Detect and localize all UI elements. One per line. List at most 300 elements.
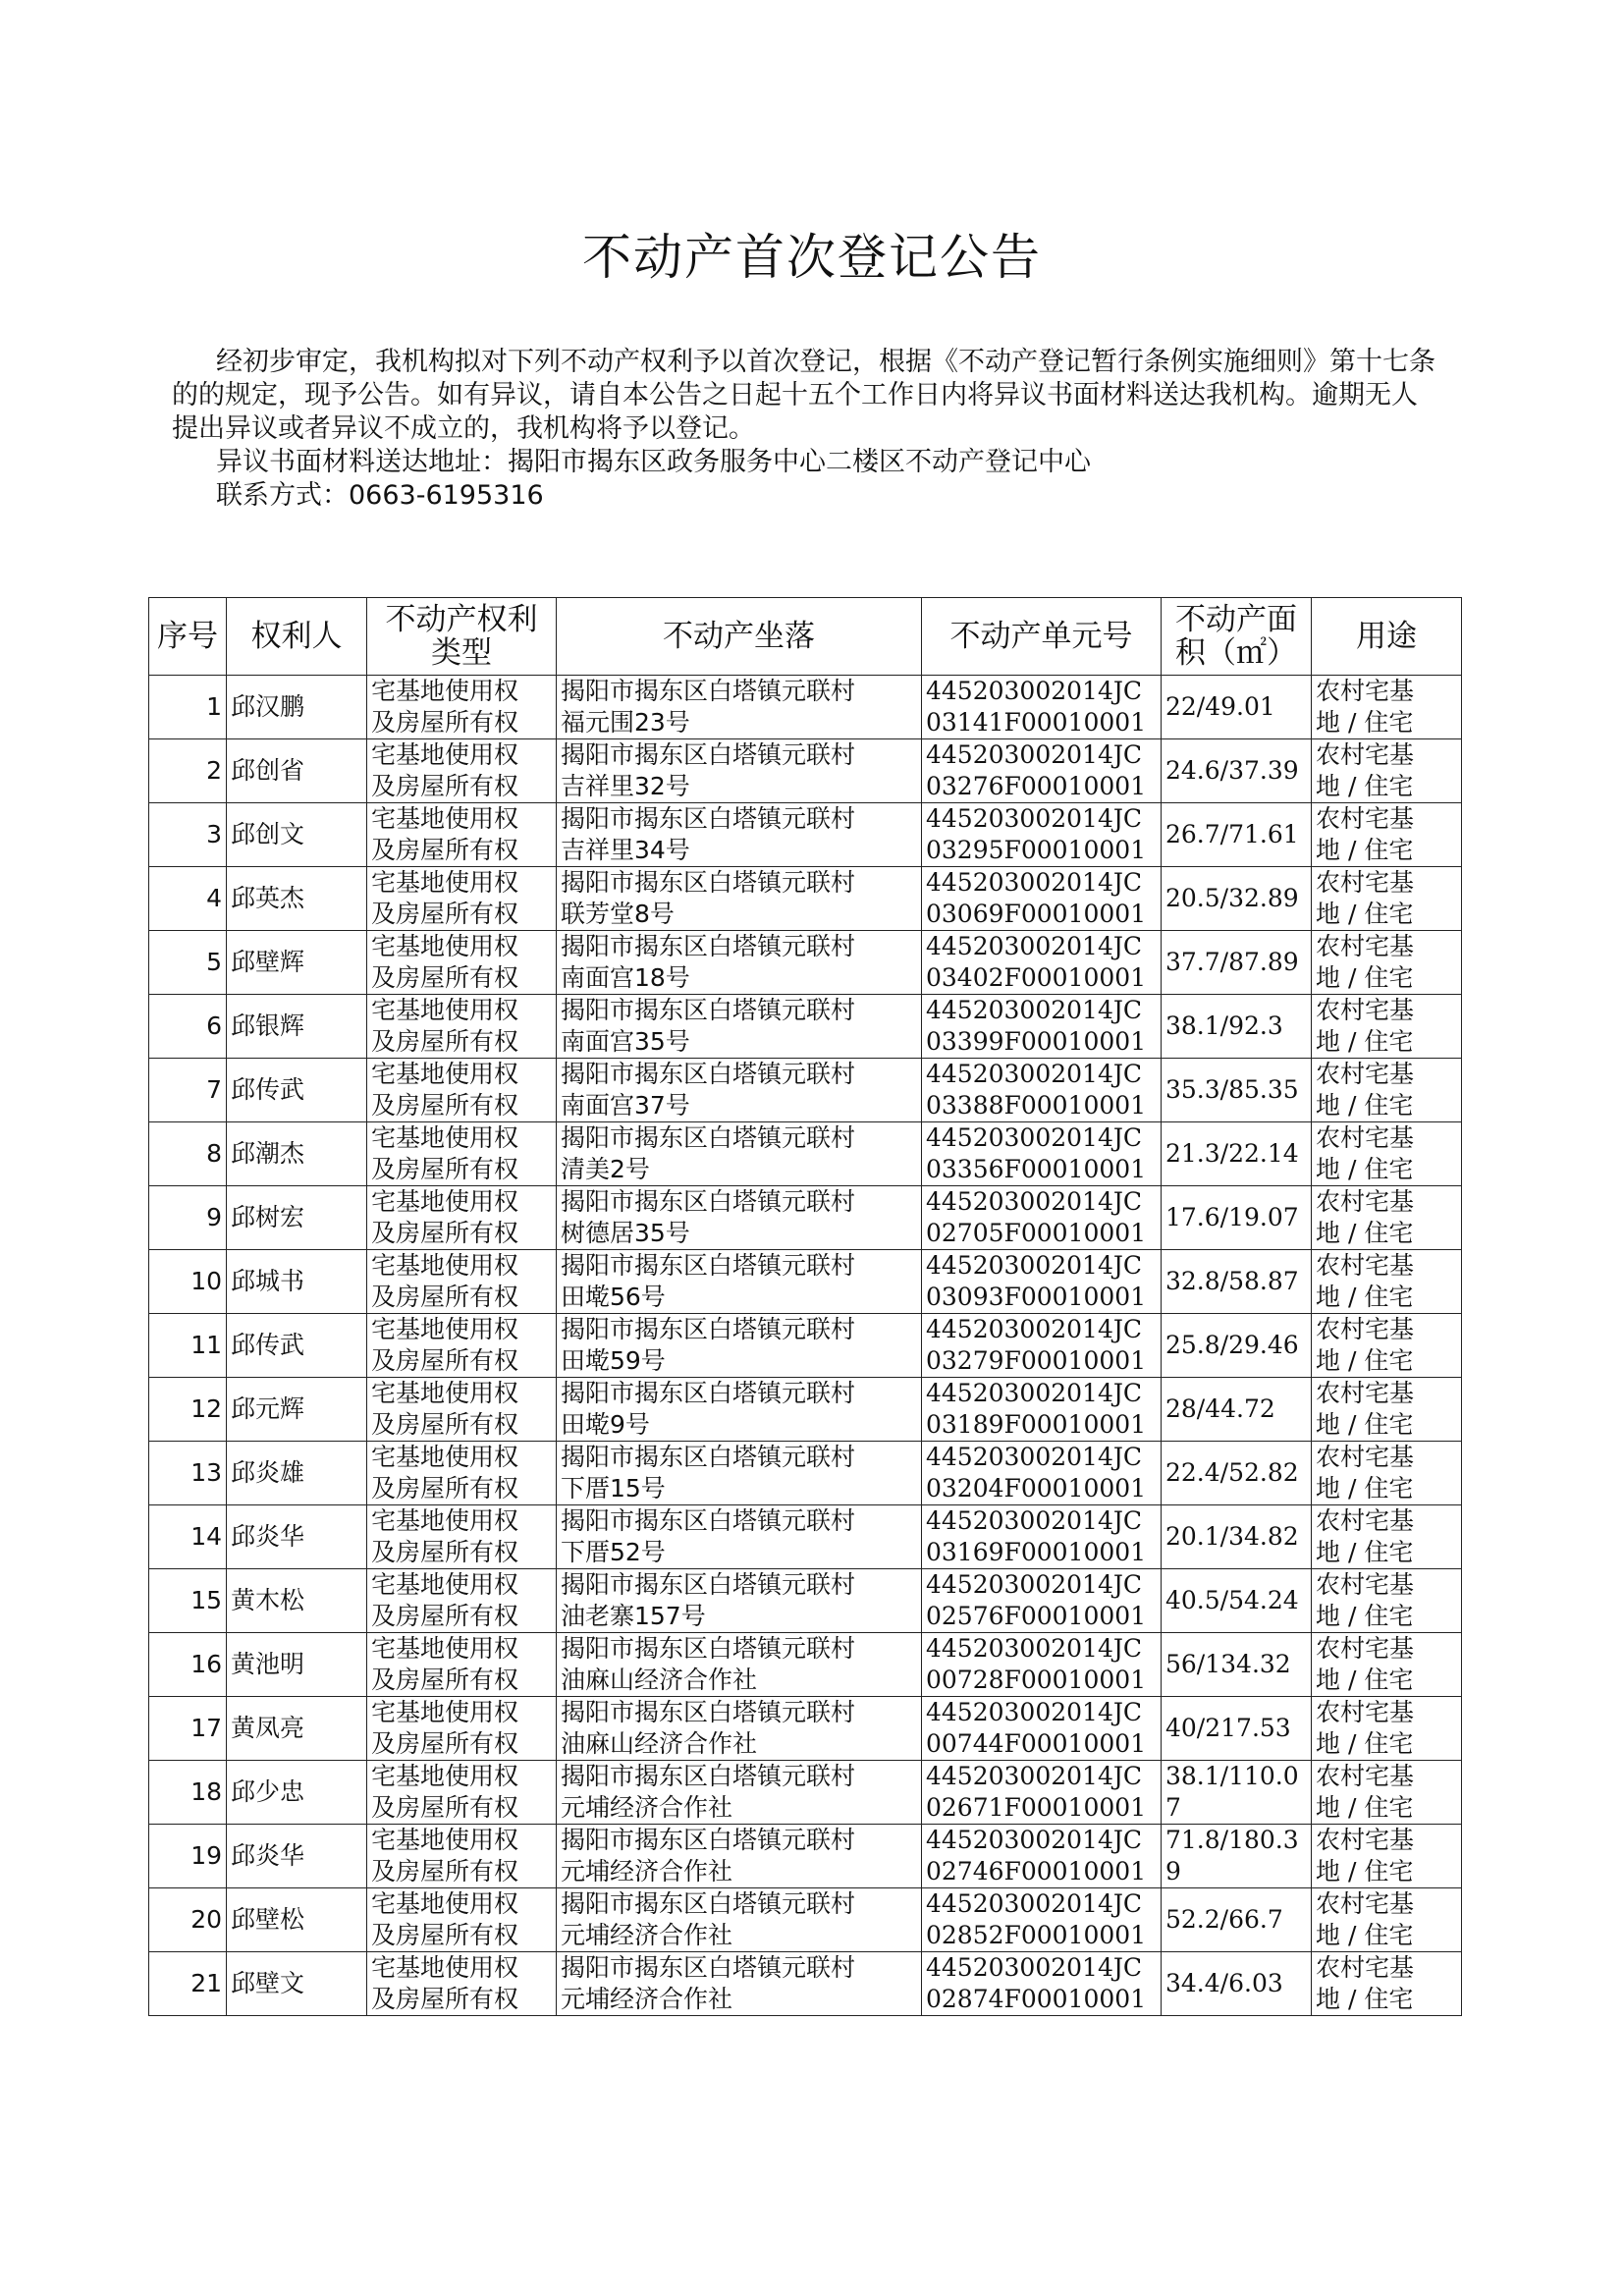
cell-unit-number: 445203002014JC03141F00010001 — [922, 676, 1162, 739]
cell-right-type-line1: 宅基地使用权 — [371, 1634, 519, 1663]
header-right-type: 不动产权利类型 — [367, 598, 557, 676]
cell-right-type-line2: 及房屋所有权 — [371, 1729, 519, 1758]
header-seq: 序号 — [149, 598, 227, 676]
cell-usage-line2: 地 / 住宅 — [1316, 1410, 1414, 1439]
cell-usage-line2: 地 / 住宅 — [1316, 1219, 1414, 1247]
cell-usage — [1312, 1697, 1462, 1761]
cell-right-type — [367, 995, 557, 1059]
cell-area: 21.3/22.14 — [1162, 1122, 1312, 1186]
cell-area: 52.2/66.7 — [1162, 1888, 1312, 1952]
cell-area: 20.5/32.89 — [1162, 867, 1312, 931]
cell-usage-line1: 农村宅基 — [1316, 1251, 1415, 1280]
cell-location-line2: 树德居35号 — [561, 1219, 690, 1247]
cell-location-line2: 元埔经济合作社 — [561, 1921, 733, 1949]
cell-right-type-line1: 宅基地使用权 — [371, 1123, 519, 1152]
cell-right-type-line2: 及房屋所有权 — [371, 1538, 519, 1566]
cell-usage-line2: 地 / 住宅 — [1316, 1283, 1414, 1311]
cell-usage-line1: 农村宅基 — [1316, 1187, 1415, 1216]
cell-right-type-line1: 宅基地使用权 — [371, 868, 519, 897]
cell-usage — [1312, 1378, 1462, 1442]
objection-address: 异议书面材料送达地址：揭阳市揭东区政务服务中心二楼区不动产登记中心 — [216, 447, 1091, 477]
cell-unit-number: 445203002014JC03295F00010001 — [922, 803, 1162, 867]
table-row — [149, 995, 1462, 1059]
cell-location-line1: 揭阳市揭东区白塔镇元联村 — [561, 1315, 856, 1343]
cell-location-line1: 揭阳市揭东区白塔镇元联村 — [561, 868, 856, 897]
cell-right-type — [367, 1825, 557, 1888]
cell-seq: 21 — [149, 1952, 227, 2016]
cell-right-type — [367, 1888, 557, 1952]
cell-right-type — [367, 739, 557, 803]
cell-location-line2: 元埔经济合作社 — [561, 1793, 733, 1822]
cell-seq: 2 — [149, 739, 227, 803]
cell-seq: 20 — [149, 1888, 227, 1952]
cell-right-type-line2: 及房屋所有权 — [371, 772, 519, 800]
cell-usage — [1312, 1569, 1462, 1633]
cell-usage-line2: 地 / 住宅 — [1316, 1921, 1414, 1949]
cell-usage-line2: 地 / 住宅 — [1316, 900, 1414, 928]
cell-location-line1: 揭阳市揭东区白塔镇元联村 — [561, 1506, 856, 1535]
cell-right-type-line2: 及房屋所有权 — [371, 1985, 519, 2013]
cell-unit-number: 445203002014JC00728F00010001 — [922, 1633, 1162, 1697]
cell-area: 26.7/71.61 — [1162, 803, 1312, 867]
cell-location-line1: 揭阳市揭东区白塔镇元联村 — [561, 1570, 856, 1599]
cell-right-type — [367, 1186, 557, 1250]
cell-right-type-line2: 及房屋所有权 — [371, 1921, 519, 1949]
cell-right-type-line1: 宅基地使用权 — [371, 1187, 519, 1216]
cell-location-line1: 揭阳市揭东区白塔镇元联村 — [561, 1379, 856, 1407]
cell-usage-line1: 农村宅基 — [1316, 1123, 1415, 1152]
cell-seq: 19 — [149, 1825, 227, 1888]
cell-usage-line1: 农村宅基 — [1316, 996, 1415, 1024]
cell-usage — [1312, 676, 1462, 739]
cell-area: 22/49.01 — [1162, 676, 1312, 739]
cell-owner: 邱城书 — [227, 1250, 367, 1314]
cell-area: 22.4/52.82 — [1162, 1442, 1312, 1505]
cell-unit-number: 445203002014JC03189F00010001 — [922, 1378, 1162, 1442]
cell-right-type-line1: 宅基地使用权 — [371, 1762, 519, 1790]
cell-location — [557, 1442, 922, 1505]
cell-usage-line2: 地 / 住宅 — [1316, 963, 1414, 992]
cell-right-type — [367, 1122, 557, 1186]
cell-right-type — [367, 867, 557, 931]
cell-usage-line2: 地 / 住宅 — [1316, 708, 1414, 737]
notice-intro — [172, 346, 1438, 513]
cell-area: 25.8/29.46 — [1162, 1314, 1312, 1378]
cell-unit-number: 445203002014JC02576F00010001 — [922, 1569, 1162, 1633]
cell-usage-line2: 地 / 住宅 — [1316, 1538, 1414, 1566]
cell-seq: 13 — [149, 1442, 227, 1505]
cell-right-type — [367, 1633, 557, 1697]
cell-area: 28/44.72 — [1162, 1378, 1312, 1442]
cell-unit-number: 445203002014JC03169F00010001 — [922, 1505, 1162, 1569]
cell-usage-line1: 农村宅基 — [1316, 1826, 1415, 1854]
cell-seq: 6 — [149, 995, 227, 1059]
cell-location — [557, 803, 922, 867]
cell-unit-number: 445203002014JC02746F00010001 — [922, 1825, 1162, 1888]
cell-right-type — [367, 1505, 557, 1569]
cell-right-type — [367, 1378, 557, 1442]
cell-right-type — [367, 1314, 557, 1378]
cell-owner: 邱少忠 — [227, 1761, 367, 1825]
cell-location-line1: 揭阳市揭东区白塔镇元联村 — [561, 1634, 856, 1663]
cell-right-type-line1: 宅基地使用权 — [371, 1570, 519, 1599]
cell-location-line2: 联芳堂8号 — [561, 900, 675, 928]
cell-unit-number: 445203002014JC03069F00010001 — [922, 867, 1162, 931]
cell-area: 38.1/92.3 — [1162, 995, 1312, 1059]
cell-unit-number: 445203002014JC02874F00010001 — [922, 1952, 1162, 2016]
cell-right-type — [367, 1059, 557, 1122]
cell-location-line2: 田墘59号 — [561, 1346, 666, 1375]
cell-usage-line1: 农村宅基 — [1316, 1953, 1415, 1982]
table-row — [149, 1122, 1462, 1186]
cell-location-line1: 揭阳市揭东区白塔镇元联村 — [561, 1953, 856, 1982]
cell-location-line2: 油麻山经济合作社 — [561, 1666, 758, 1694]
cell-location-line1: 揭阳市揭东区白塔镇元联村 — [561, 1187, 856, 1216]
table-row — [149, 931, 1462, 995]
cell-seq: 11 — [149, 1314, 227, 1378]
cell-usage-line2: 地 / 住宅 — [1316, 1027, 1414, 1056]
cell-usage-line1: 农村宅基 — [1316, 1698, 1415, 1726]
cell-right-type-line2: 及房屋所有权 — [371, 708, 519, 737]
cell-unit-number: 445203002014JC03279F00010001 — [922, 1314, 1162, 1378]
cell-usage-line2: 地 / 住宅 — [1316, 1155, 1414, 1183]
cell-location — [557, 931, 922, 995]
cell-right-type-line1: 宅基地使用权 — [371, 932, 519, 960]
cell-location-line2: 下厝15号 — [561, 1474, 666, 1503]
cell-right-type-line2: 及房屋所有权 — [371, 963, 519, 992]
cell-right-type — [367, 676, 557, 739]
cell-right-type-line1: 宅基地使用权 — [371, 1506, 519, 1535]
cell-owner: 邱壁松 — [227, 1888, 367, 1952]
cell-location-line1: 揭阳市揭东区白塔镇元联村 — [561, 677, 856, 705]
table-row — [149, 676, 1462, 739]
cell-seq: 10 — [149, 1250, 227, 1314]
cell-location — [557, 1186, 922, 1250]
table-row — [149, 1952, 1462, 2016]
cell-right-type-line2: 及房屋所有权 — [371, 1857, 519, 1885]
cell-right-type-line2: 及房屋所有权 — [371, 900, 519, 928]
cell-usage — [1312, 1250, 1462, 1314]
cell-area: 24.6/37.39 — [1162, 739, 1312, 803]
cell-owner: 邱传武 — [227, 1314, 367, 1378]
cell-right-type-line1: 宅基地使用权 — [371, 1443, 519, 1471]
cell-owner: 邱炎华 — [227, 1505, 367, 1569]
cell-location — [557, 867, 922, 931]
cell-area: 20.1/34.82 — [1162, 1505, 1312, 1569]
cell-unit-number: 445203002014JC02852F00010001 — [922, 1888, 1162, 1952]
cell-right-type — [367, 931, 557, 995]
cell-usage-line1: 农村宅基 — [1316, 1443, 1415, 1471]
cell-seq: 9 — [149, 1186, 227, 1250]
cell-location — [557, 1569, 922, 1633]
cell-location — [557, 739, 922, 803]
cell-usage-line1: 农村宅基 — [1316, 932, 1415, 960]
cell-location-line2: 田墘56号 — [561, 1283, 666, 1311]
cell-right-type — [367, 1952, 557, 2016]
cell-usage-line1: 农村宅基 — [1316, 1506, 1415, 1535]
table-row — [149, 1633, 1462, 1697]
cell-right-type-line1: 宅基地使用权 — [371, 677, 519, 705]
cell-right-type-line2: 及房屋所有权 — [371, 1283, 519, 1311]
cell-right-type-line2: 及房屋所有权 — [371, 1346, 519, 1375]
cell-area: 38.1/110.07 — [1162, 1761, 1312, 1825]
registration-table — [148, 597, 1462, 2016]
cell-owner: 邱创文 — [227, 803, 367, 867]
cell-right-type-line2: 及房屋所有权 — [371, 1410, 519, 1439]
cell-owner: 黄凤亮 — [227, 1697, 367, 1761]
cell-location — [557, 1505, 922, 1569]
table-row — [149, 1442, 1462, 1505]
cell-owner: 邱创省 — [227, 739, 367, 803]
cell-area: 71.8/180.39 — [1162, 1825, 1312, 1888]
table-header-row — [149, 598, 1462, 676]
cell-unit-number: 445203002014JC02705F00010001 — [922, 1186, 1162, 1250]
cell-usage-line1: 农村宅基 — [1316, 804, 1415, 833]
cell-usage-line1: 农村宅基 — [1316, 868, 1415, 897]
cell-location — [557, 1122, 922, 1186]
table-row — [149, 803, 1462, 867]
cell-usage — [1312, 803, 1462, 867]
cell-seq: 4 — [149, 867, 227, 931]
cell-seq: 12 — [149, 1378, 227, 1442]
cell-usage-line2: 地 / 住宅 — [1316, 1602, 1414, 1630]
cell-usage-line1: 农村宅基 — [1316, 740, 1415, 769]
cell-location-line1: 揭阳市揭东区白塔镇元联村 — [561, 1251, 856, 1280]
cell-location — [557, 1059, 922, 1122]
cell-seq: 5 — [149, 931, 227, 995]
cell-location — [557, 1250, 922, 1314]
cell-location-line1: 揭阳市揭东区白塔镇元联村 — [561, 1698, 856, 1726]
table-row — [149, 1888, 1462, 1952]
cell-right-type — [367, 1569, 557, 1633]
cell-seq: 8 — [149, 1122, 227, 1186]
cell-location-line2: 油麻山经济合作社 — [561, 1729, 758, 1758]
table-row — [149, 1761, 1462, 1825]
cell-owner: 邱英杰 — [227, 867, 367, 931]
cell-unit-number: 445203002014JC03093F00010001 — [922, 1250, 1162, 1314]
cell-location-line2: 福元围23号 — [561, 708, 690, 737]
cell-location — [557, 1825, 922, 1888]
cell-location-line1: 揭阳市揭东区白塔镇元联村 — [561, 932, 856, 960]
cell-right-type — [367, 803, 557, 867]
cell-usage-line2: 地 / 住宅 — [1316, 1729, 1414, 1758]
cell-owner: 邱炎华 — [227, 1825, 367, 1888]
table-row — [149, 1697, 1462, 1761]
cell-seq: 14 — [149, 1505, 227, 1569]
header-unit-number: 不动产单元号 — [922, 598, 1162, 676]
cell-right-type-line1: 宅基地使用权 — [371, 996, 519, 1024]
cell-area: 40/217.53 — [1162, 1697, 1312, 1761]
cell-unit-number: 445203002014JC02671F00010001 — [922, 1761, 1162, 1825]
cell-usage — [1312, 1633, 1462, 1697]
cell-usage — [1312, 931, 1462, 995]
cell-location-line1: 揭阳市揭东区白塔镇元联村 — [561, 1123, 856, 1152]
cell-usage — [1312, 1442, 1462, 1505]
cell-location — [557, 1697, 922, 1761]
header-area: 不动产面积（㎡） — [1162, 598, 1312, 676]
cell-location-line2: 元埔经济合作社 — [561, 1857, 733, 1885]
cell-usage-line2: 地 / 住宅 — [1316, 1346, 1414, 1375]
cell-right-type-line2: 及房屋所有权 — [371, 836, 519, 864]
cell-owner: 黄池明 — [227, 1633, 367, 1697]
cell-right-type-line2: 及房屋所有权 — [371, 1091, 519, 1120]
cell-usage-line2: 地 / 住宅 — [1316, 1474, 1414, 1503]
cell-usage — [1312, 1952, 1462, 2016]
cell-unit-number: 445203002014JC03204F00010001 — [922, 1442, 1162, 1505]
table-row — [149, 1059, 1462, 1122]
cell-area: 37.7/87.89 — [1162, 931, 1312, 995]
cell-usage-line1: 农村宅基 — [1316, 1889, 1415, 1918]
cell-usage — [1312, 1825, 1462, 1888]
cell-location-line1: 揭阳市揭东区白塔镇元联村 — [561, 1889, 856, 1918]
cell-usage-line2: 地 / 住宅 — [1316, 836, 1414, 864]
cell-seq: 18 — [149, 1761, 227, 1825]
cell-location-line2: 田墘9号 — [561, 1410, 650, 1439]
cell-right-type — [367, 1697, 557, 1761]
cell-location-line2: 南面宫37号 — [561, 1091, 690, 1120]
cell-usage-line1: 农村宅基 — [1316, 1060, 1415, 1088]
cell-owner: 邱壁辉 — [227, 931, 367, 995]
cell-unit-number: 445203002014JC03402F00010001 — [922, 931, 1162, 995]
table-row — [149, 1825, 1462, 1888]
table-row — [149, 867, 1462, 931]
cell-location-line2: 下厝52号 — [561, 1538, 666, 1566]
cell-usage-line1: 农村宅基 — [1316, 677, 1415, 705]
cell-seq: 17 — [149, 1697, 227, 1761]
cell-area: 56/134.32 — [1162, 1633, 1312, 1697]
cell-area: 35.3/85.35 — [1162, 1059, 1312, 1122]
cell-location-line2: 吉祥里34号 — [561, 836, 690, 864]
cell-usage-line2: 地 / 住宅 — [1316, 1793, 1414, 1822]
cell-location-line1: 揭阳市揭东区白塔镇元联村 — [561, 740, 856, 769]
cell-right-type-line1: 宅基地使用权 — [371, 1953, 519, 1982]
contact-info: 联系方式：0663-6195316 — [216, 480, 544, 511]
cell-right-type-line1: 宅基地使用权 — [371, 1698, 519, 1726]
table-row — [149, 1250, 1462, 1314]
cell-usage — [1312, 1186, 1462, 1250]
table-row — [149, 1505, 1462, 1569]
table-row — [149, 1314, 1462, 1378]
cell-location-line2: 清美2号 — [561, 1155, 650, 1183]
cell-location — [557, 676, 922, 739]
cell-right-type-line2: 及房屋所有权 — [371, 1666, 519, 1694]
cell-location-line2: 吉祥里32号 — [561, 772, 690, 800]
cell-location-line1: 揭阳市揭东区白塔镇元联村 — [561, 1762, 856, 1790]
cell-owner: 邱潮杰 — [227, 1122, 367, 1186]
cell-location — [557, 1314, 922, 1378]
cell-location-line2: 南面宫35号 — [561, 1027, 690, 1056]
cell-right-type-line2: 及房屋所有权 — [371, 1027, 519, 1056]
cell-right-type — [367, 1761, 557, 1825]
cell-location-line1: 揭阳市揭东区白塔镇元联村 — [561, 804, 856, 833]
cell-right-type-line1: 宅基地使用权 — [371, 1379, 519, 1407]
cell-right-type-line2: 及房屋所有权 — [371, 1602, 519, 1630]
cell-right-type-line1: 宅基地使用权 — [371, 804, 519, 833]
cell-owner: 邱传武 — [227, 1059, 367, 1122]
cell-unit-number: 445203002014JC03399F00010001 — [922, 995, 1162, 1059]
cell-usage — [1312, 1761, 1462, 1825]
header-location: 不动产坐落 — [557, 598, 922, 676]
cell-unit-number: 445203002014JC03356F00010001 — [922, 1122, 1162, 1186]
cell-owner: 邱壁文 — [227, 1952, 367, 2016]
cell-location — [557, 1633, 922, 1697]
cell-usage-line1: 农村宅基 — [1316, 1315, 1415, 1343]
cell-location — [557, 1888, 922, 1952]
cell-location — [557, 1761, 922, 1825]
cell-unit-number: 445203002014JC03276F00010001 — [922, 739, 1162, 803]
cell-seq: 7 — [149, 1059, 227, 1122]
cell-owner: 邱元辉 — [227, 1378, 367, 1442]
cell-owner: 邱树宏 — [227, 1186, 367, 1250]
page-title: 不动产首次登记公告 — [582, 229, 1042, 286]
cell-seq: 16 — [149, 1633, 227, 1697]
cell-usage-line1: 农村宅基 — [1316, 1570, 1415, 1599]
cell-area: 32.8/58.87 — [1162, 1250, 1312, 1314]
cell-right-type-line1: 宅基地使用权 — [371, 740, 519, 769]
table-row — [149, 1186, 1462, 1250]
cell-right-type-line1: 宅基地使用权 — [371, 1251, 519, 1280]
cell-usage — [1312, 1505, 1462, 1569]
cell-usage-line1: 农村宅基 — [1316, 1762, 1415, 1790]
cell-usage-line1: 农村宅基 — [1316, 1634, 1415, 1663]
table-row — [149, 739, 1462, 803]
cell-location — [557, 1378, 922, 1442]
cell-usage — [1312, 1059, 1462, 1122]
cell-location — [557, 1952, 922, 2016]
cell-location-line1: 揭阳市揭东区白塔镇元联村 — [561, 1060, 856, 1088]
cell-usage — [1312, 1122, 1462, 1186]
cell-area: 34.4/6.03 — [1162, 1952, 1312, 2016]
cell-location-line1: 揭阳市揭东区白塔镇元联村 — [561, 1443, 856, 1471]
cell-right-type-line1: 宅基地使用权 — [371, 1889, 519, 1918]
cell-usage — [1312, 1314, 1462, 1378]
cell-unit-number: 445203002014JC00744F00010001 — [922, 1697, 1162, 1761]
cell-right-type — [367, 1442, 557, 1505]
cell-unit-number: 445203002014JC03388F00010001 — [922, 1059, 1162, 1122]
cell-seq: 15 — [149, 1569, 227, 1633]
cell-location-line2: 元埔经济合作社 — [561, 1985, 733, 2013]
cell-location-line2: 油老寨157号 — [561, 1602, 706, 1630]
cell-right-type-line1: 宅基地使用权 — [371, 1060, 519, 1088]
table-body — [149, 676, 1462, 2016]
cell-location — [557, 995, 922, 1059]
cell-right-type-line2: 及房屋所有权 — [371, 1793, 519, 1822]
cell-location-line1: 揭阳市揭东区白塔镇元联村 — [561, 996, 856, 1024]
cell-right-type-line1: 宅基地使用权 — [371, 1826, 519, 1854]
cell-seq: 3 — [149, 803, 227, 867]
cell-right-type-line1: 宅基地使用权 — [371, 1315, 519, 1343]
cell-usage-line1: 农村宅基 — [1316, 1379, 1415, 1407]
cell-usage-line2: 地 / 住宅 — [1316, 1666, 1414, 1694]
cell-usage-line2: 地 / 住宅 — [1316, 772, 1414, 800]
cell-area: 17.6/19.07 — [1162, 1186, 1312, 1250]
header-usage: 用途 — [1312, 598, 1462, 676]
cell-right-type-line2: 及房屋所有权 — [371, 1155, 519, 1183]
cell-owner: 邱炎雄 — [227, 1442, 367, 1505]
cell-right-type — [367, 1250, 557, 1314]
cell-owner: 邱银辉 — [227, 995, 367, 1059]
cell-usage-line2: 地 / 住宅 — [1316, 1857, 1414, 1885]
table-row — [149, 1569, 1462, 1633]
cell-owner: 邱汉鹏 — [227, 676, 367, 739]
cell-location-line1: 揭阳市揭东区白塔镇元联村 — [561, 1826, 856, 1854]
cell-usage-line2: 地 / 住宅 — [1316, 1091, 1414, 1120]
cell-usage — [1312, 867, 1462, 931]
table-row — [149, 1378, 1462, 1442]
cell-seq: 1 — [149, 676, 227, 739]
cell-usage — [1312, 1888, 1462, 1952]
cell-owner: 黄木松 — [227, 1569, 367, 1633]
